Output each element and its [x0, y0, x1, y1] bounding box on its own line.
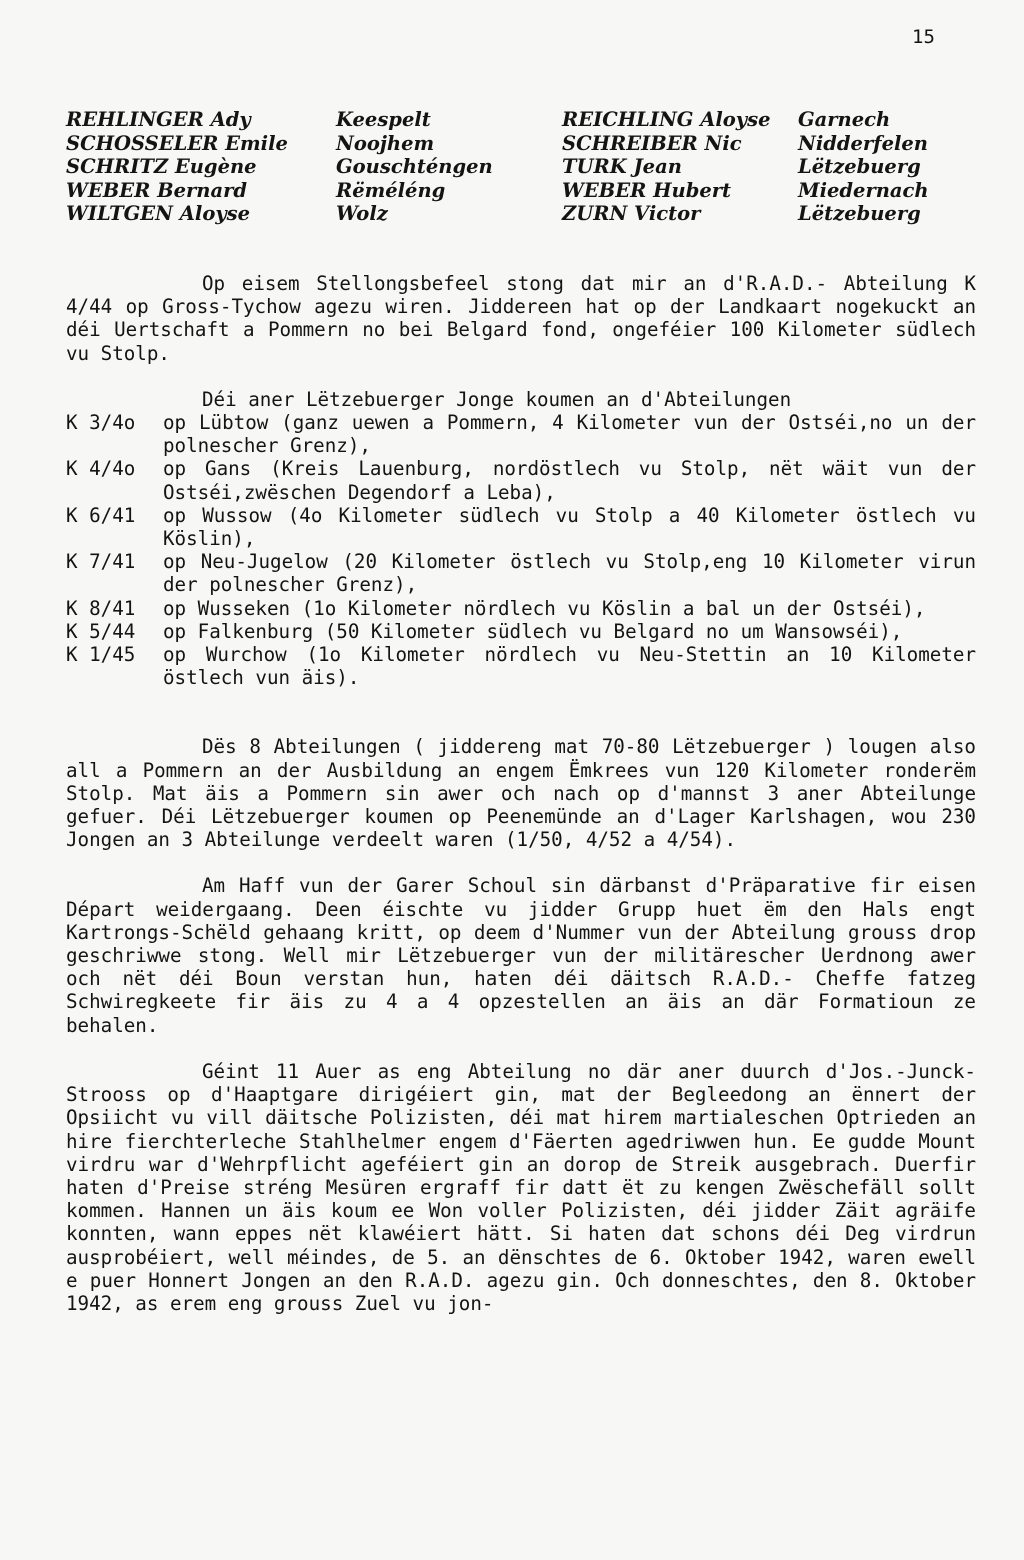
person-name: WILTGEN Aloyse — [66, 202, 251, 225]
person-name: WEBER Bernard — [66, 178, 247, 202]
abteilung-description: op Gans (Kreis Lauenburg, nordöstlech vu Stolp, nët wäit vun der Ostséi,zwëschen Degendorf a Leba), — [163, 457, 976, 504]
person-name: SCHOSSELER Emile — [66, 131, 288, 155]
person-place: Miedernach — [798, 178, 929, 202]
list-item — [66, 457, 976, 503]
abteilung-description: op Neu-Jugelow (20 Kilometer östlech vu Stolp,eng 10 Kilometer virun der polnescher Grenz), — [163, 550, 976, 597]
list-item — [66, 504, 976, 550]
person-name: WEBER Hubert — [562, 178, 732, 202]
abteilung-code: K 6/41 — [66, 503, 136, 527]
list-item — [66, 550, 976, 596]
abteilung-code: K 7/41 — [66, 550, 136, 574]
names-row — [66, 155, 986, 179]
list-item — [66, 411, 976, 457]
paragraph-garer-schoul: Am Haff vun der Garer Schoul sin därbanst d'Präparative fir eisen Départ weidergaang. Deen éischte vu jidder Grupp huet ëm den Hals engt Kartrongs-Schëld gehaang kritt, op deem d'Nummer vun der Abteilung grouss drop geschriwwe stong. Well mir Lëtzebuerger vun der militärescher Uerdnong awer och nët déi Boun verstan hun, haten déi däitsch R.A.D.- Cheffe fatzeg Schwiregkeete fir äis zu 4 a 4 opzestellen an äis an där Formatioun ze behalen. — [66, 874, 976, 1037]
person-name: ZURN Victor — [562, 202, 701, 225]
person-name: SCHRITZ Eugène — [66, 155, 257, 178]
list-item — [66, 643, 976, 689]
person-place: Wolz — [336, 202, 388, 225]
person-name: REHLINGER Ady — [66, 108, 251, 131]
abteilung-code: K 3/4o — [66, 411, 136, 435]
abteilung-code: K 8/41 — [66, 596, 136, 620]
person-place: Rëméléng — [336, 178, 446, 202]
abteilung-code: K 4/4o — [66, 457, 136, 481]
person-place: Noojhem — [336, 131, 435, 155]
person-place: Lëtzebuerg — [798, 202, 921, 225]
person-place: Gouschténgen — [336, 155, 493, 178]
paragraph-haaptgare: Géint 11 Auer as eng Abteilung no där aner duurch d'Jos.-Junck-Strooss op d'Haaptgare dirigéiert gin, mat der Begleedong an ënnert der Opsiicht vu vill däitsche Polizisten, déi mat hirem martialeschen Optrieden an hire fierchterleche Stahlhelmer engem d'Fäerten agedriwwen hun. Ee gudde Mount virdru war d'Wehrpflicht ageféiert gin an dorop de Streik ausgebrach. Duerfir haten d'Preise stréng Mesüren ergraff fir datt ët zu kengen Zwëschefäll sollt kommen. Hannen un äis koum ee Won voller Polizisten, déi jidder Zäit agräife konnten, wann eppes nët klawéiert hätt. Si haten dat schons déi Deg virdrun ausprobéiert, well méindes, de 5. an dënschtes de 6. Oktober 1942, waren ewell e puer Honnert Jongen an den R.A.D. agezu gin. Och donneschtes, den 8. Oktober 1942, as erem eng grouss Zuel vu jon- — [66, 1059, 976, 1315]
paragraph-8-abteilungen: Dës 8 Abteilungen ( jiddereng mat 70-80 Lëtzebuerger ) lougen also all a Pommern an der Ausbildung an engem Ëmkrees vun 120 Kilometer ronderëm Stolp. Mat äis a Pommern sin awer och nach op d'mannst 3 aner Abteilunge gefuer. Déi Lëtzebuerger koumen op Peenemünde an d'Lager Karlshagen, wou 230 Jongen an 3 Abteilunge verdeelt waren (1/50, 4/52 a 4/54). — [66, 735, 976, 852]
abteilung-description: op Wusseken (1o Kilometer nördlech vu Köslin a bal un der Ostséi), — [163, 596, 926, 620]
person-name: TURK Jean — [562, 155, 682, 178]
names-table — [66, 108, 986, 226]
paragraph-abteilungen-intro: Déi aner Lëtzebuerger Jonge koumen an d'Abteilungen — [202, 387, 792, 411]
paragraph-stellongsbefeel: Op eisem Stellongsbefeel stong dat mir an d'R.A.D.- Abteilung K 4/44 op Gross-Tychow agezu wiren. Jiddereen hat op der Landkaart nogekuckt an déi Uertschaft a Pommern no bei Belgard fond, ongeféier 100 Kilometer südlech vu Stolp. — [66, 272, 976, 365]
person-place: Nidderfelen — [798, 131, 928, 155]
abteilung-description: op Wussow (4o Kilometer südlech vu Stolp a 40 Kilometer östlech vu Köslin), — [163, 503, 976, 551]
body-text — [66, 272, 976, 1315]
names-row — [66, 132, 986, 156]
person-place: Lëtzebuerg — [798, 155, 921, 178]
list-item — [66, 597, 976, 620]
page-number: 15 — [912, 26, 935, 48]
person-place: Garnech — [798, 108, 891, 131]
person-name: REICHLING Aloyse — [562, 108, 771, 131]
person-name: SCHREIBER Nic — [562, 131, 742, 155]
abteilung-code: K 5/44 — [66, 619, 136, 643]
abteilung-description: op Falkenburg (50 Kilometer südlech vu Belgard no um Wansowséi), — [163, 619, 903, 643]
abteilungen-list — [66, 411, 976, 689]
abteilung-code: K 1/45 — [66, 643, 136, 667]
list-item — [66, 620, 976, 643]
names-row — [66, 202, 986, 226]
abteilung-description: op Lübtow (ganz uewen a Pommern, 4 Kilometer vun der Ostséi,no un der polnescher Grenz), — [163, 411, 976, 458]
abteilung-description: op Wurchow (1o Kilometer nördlech vu Neu-Stettin an 10 Kilometer östlech vun äis). — [163, 643, 976, 690]
person-place: Keespelt — [336, 108, 431, 131]
names-row — [66, 108, 986, 132]
names-row — [66, 179, 986, 203]
